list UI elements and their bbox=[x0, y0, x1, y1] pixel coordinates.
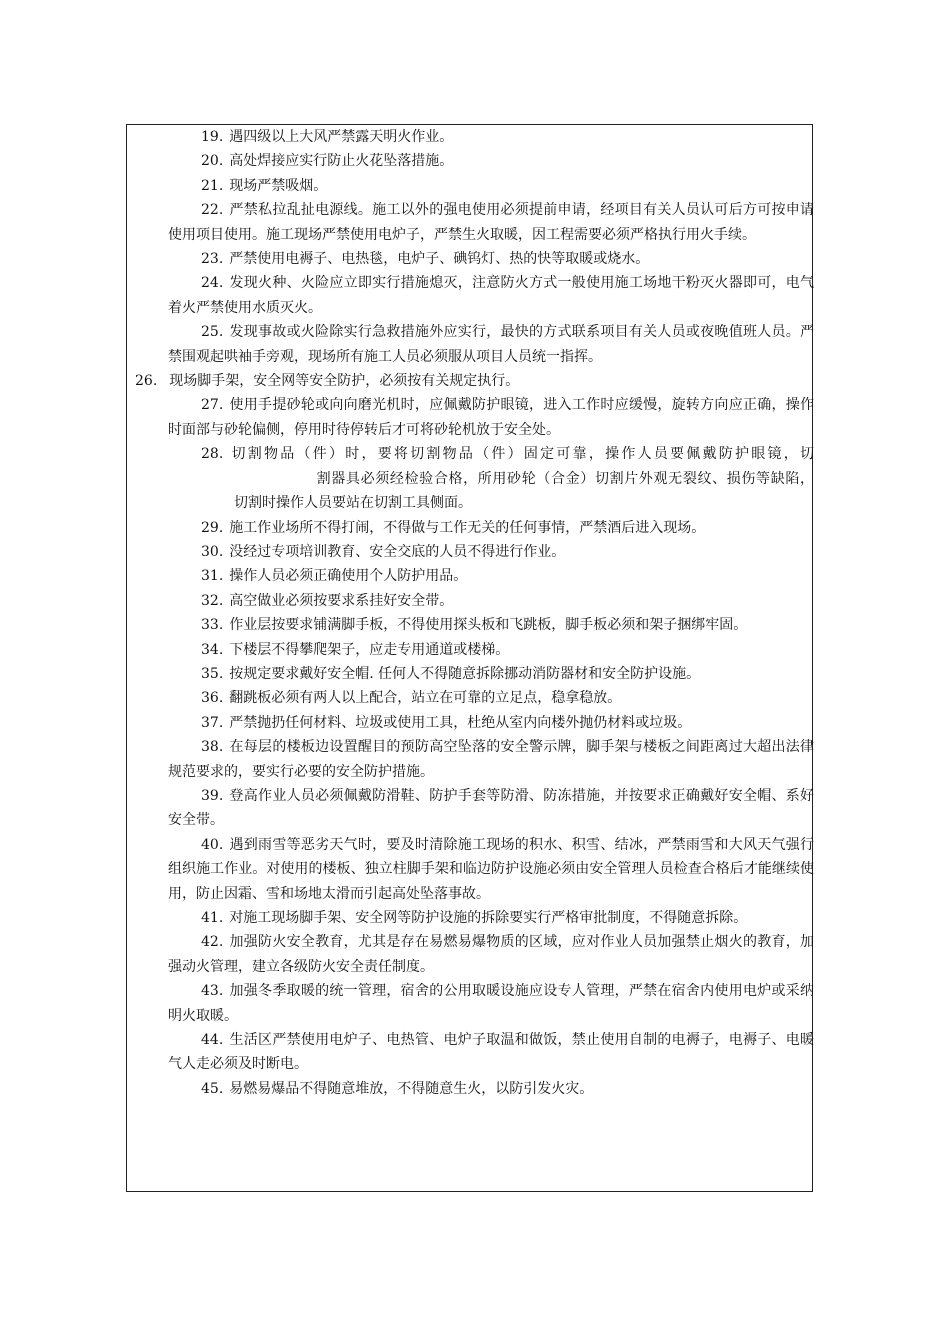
item-text: 加强防火安全教育，尤其是存在易燃易爆物质的区域，应对作业人员加强禁止烟火的教育，加强动火管理，建立各级防火安全责任制度。 bbox=[168, 934, 814, 975]
item-text: 切割物品（件）时，要将切割物品（件）固定可靠，操作人员要佩戴防护眼镜，切 bbox=[229, 446, 814, 463]
item-number: 28. bbox=[201, 446, 224, 463]
item-number: 38. bbox=[201, 739, 224, 756]
item-number: 21. bbox=[201, 177, 224, 194]
item-number: 31. bbox=[201, 568, 224, 585]
item-number: 33. bbox=[201, 617, 224, 634]
item-text: 切割时操作人员要站在切割工具侧面。 bbox=[234, 495, 472, 512]
item-text: 严禁使用电褥子、电热毯，电炉子、碘钨灯、热的快等取暖或烧水。 bbox=[229, 251, 650, 268]
item-number: 37. bbox=[201, 714, 224, 731]
list-item bbox=[168, 686, 814, 710]
item-text: 加强冬季取暖的统一管理，宿舍的公用取暖设施应设专人管理，严禁在宿舍内使用电炉或采纳明火取暖。 bbox=[168, 983, 814, 1024]
item-number: 27. bbox=[201, 397, 224, 414]
list-item bbox=[168, 735, 814, 784]
item-text: 登高作业人员必须佩戴防滑鞋、防护手套等防滑、防冻措施，并按要求正确戴好安全帽、系好安全带。 bbox=[168, 787, 814, 829]
list-item bbox=[168, 711, 814, 735]
item-number: 39. bbox=[201, 787, 224, 804]
item-text: 割器具必须经检验合格，所用砂轮（合金）切割片外观无裂纹、损伤等缺陷， bbox=[316, 470, 814, 487]
list-item bbox=[168, 564, 814, 588]
list-item bbox=[168, 906, 814, 930]
item-number: 29. bbox=[201, 519, 224, 536]
item-text: 严禁私拉乱扯电源线。施工以外的强电使用必须提前申请，经项目有关人员认可后方可按申请使用项目使用。施工现场严禁使用电炉子，严禁生火取暖，因工程需要必须严格执行用火手续。 bbox=[168, 202, 814, 243]
item-number: 44. bbox=[201, 1032, 224, 1049]
item-number: 20. bbox=[201, 153, 224, 170]
item-text: 没经过专项培训教育、安全交底的人员不得进行作业。 bbox=[229, 543, 566, 560]
list-item bbox=[168, 1077, 814, 1101]
list-item bbox=[168, 1028, 814, 1077]
item-text: 发现事故或火险除实行急救措施外应实行，最快的方式联系项目有关人员或夜晚值班人员。严禁围观起哄袖手旁观，现场所有施工人员必须服从项目人员统一指挥。 bbox=[168, 324, 814, 365]
item-text: 易燃易爆品不得随意堆放，不得随意生火，以防引发火灾。 bbox=[229, 1080, 594, 1097]
item-text: 使用手提砂轮或向向磨光机时，应佩戴防护眼镜，进入工作时应缓慢，旋转方向应正确，操作时面部与砂轮偏侧，停用时待停转后才可将砂轮机放于安全处。 bbox=[168, 397, 814, 438]
list-item bbox=[168, 589, 814, 613]
rules-list bbox=[135, 125, 814, 1101]
item-number: 19. bbox=[201, 129, 224, 145]
list-item bbox=[168, 613, 814, 637]
item-number: 22. bbox=[201, 202, 224, 219]
item-number: 23. bbox=[201, 251, 224, 268]
list-item bbox=[168, 516, 814, 540]
item-number: 34. bbox=[201, 641, 224, 658]
item-text: 高空做业必须按要求系挂好安全带。 bbox=[229, 592, 454, 609]
item-text: 对施工现场脚手架、安全网等防护设施的拆除要实行严格审批制度，不得随意拆除。 bbox=[229, 910, 748, 926]
list-item bbox=[168, 979, 814, 1028]
item-text: 操作人员必须正确使用个人防护用品。 bbox=[229, 568, 468, 585]
item-number: 32. bbox=[201, 592, 224, 609]
list-item bbox=[168, 638, 814, 662]
item-text: 按规定要求戴好安全帽. 任何人不得随意拆除挪动消防器材和安全防护设施。 bbox=[229, 665, 701, 682]
list-item bbox=[168, 320, 814, 369]
item-text: 生活区严禁使用电炉子、电热管、电炉子取温和做饭，禁止使用自制的电褥子，电褥子、电暖气人走必须及时断电。 bbox=[168, 1032, 814, 1073]
list-item bbox=[168, 149, 814, 173]
item-number: 42. bbox=[201, 934, 224, 951]
item-number: 40. bbox=[201, 836, 224, 853]
list-item bbox=[168, 930, 814, 979]
item-number: 24. bbox=[201, 275, 224, 292]
list-item bbox=[168, 125, 814, 149]
list-item bbox=[168, 540, 814, 564]
list-item bbox=[168, 662, 814, 686]
item-text: 在每层的楼板边设置醒目的预防高空坠落的安全警示牌，脚手架与楼板之间距离过大超出法律规范要求的，要实行必要的安全防护措施。 bbox=[168, 739, 814, 780]
list-item bbox=[168, 174, 814, 198]
list-item bbox=[135, 369, 814, 393]
item-text: 现场严禁吸烟。 bbox=[229, 177, 328, 194]
item-number: 25. bbox=[201, 324, 224, 341]
item-text: 发现火种、火险应立即实行措施熄灭，注意防火方式一般使用施工场地干粉灭火器即可，电气着火严禁使用水质灭火。 bbox=[168, 275, 814, 316]
list-item bbox=[168, 784, 814, 833]
list-item bbox=[168, 198, 814, 247]
item-text: 严禁抛扔任何材料、垃圾或使用工具，杜绝从室内向楼外抛仍材料或垃圾。 bbox=[229, 714, 692, 731]
item-text: 作业层按要求铺满脚手板，不得使用探头板和飞跳板，脚手板必须和架子捆绑牢固。 bbox=[229, 617, 748, 634]
item-text: 高处焊接应实行防止火花坠落措施。 bbox=[229, 153, 454, 170]
document-frame bbox=[126, 124, 813, 1192]
item-text: 遇四级以上大风严禁露天明火作业。 bbox=[229, 129, 454, 145]
item-number: 43. bbox=[201, 983, 224, 1000]
list-item bbox=[168, 271, 814, 320]
item-number: 41. bbox=[201, 910, 224, 926]
item-number: 30. bbox=[201, 543, 224, 560]
list-item bbox=[168, 833, 814, 906]
list-item bbox=[168, 247, 814, 271]
item-text: 施工作业场所不得打闹，不得做与工作无关的任何事情，严禁酒后进入现场。 bbox=[229, 519, 706, 536]
list-item bbox=[168, 393, 814, 442]
item-text: 现场脚手架，安全网等安全防护，必须按有关规定执行。 bbox=[169, 373, 520, 390]
item-number: 35. bbox=[201, 665, 224, 682]
item-number: 36. bbox=[201, 690, 224, 707]
item-number: 45. bbox=[201, 1080, 224, 1097]
item-number: 26. bbox=[135, 373, 158, 390]
item-text: 翻跳板必须有两人以上配合，站立在可靠的立足点，稳拿稳放。 bbox=[229, 690, 622, 707]
list-item bbox=[168, 442, 814, 515]
item-text: 遇到雨雪等恶劣天气时，要及时清除施工现场的积水、积雪、结冰，严禁雨雪和大风天气强行组织施工作业。对使用的楼板、独立柱脚手架和临边防护设施必须由安全管理人员检查合格后才能继续使用，防止因霜、雪和场地太滑而引起高处坠落事故。 bbox=[168, 836, 814, 902]
item-text: 下楼层不得攀爬架子，应走专用通道或楼梯。 bbox=[229, 641, 510, 658]
